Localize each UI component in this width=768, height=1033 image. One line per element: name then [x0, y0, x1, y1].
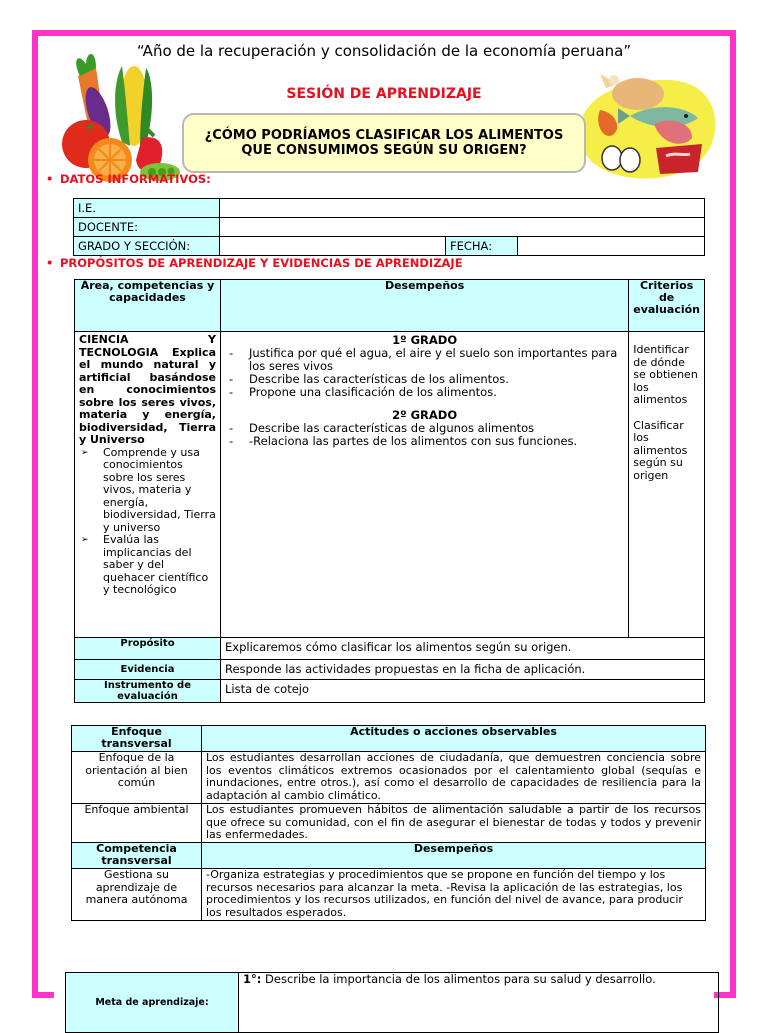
area-cell	[75, 332, 221, 638]
evidencia-value: Responde las actividades propuestas en la ficha de aplicación.	[221, 660, 705, 680]
enfoque-text: Los estudiantes promueven hábitos de alimentación saludable a partir de los recursos que ofrece su comunidad, con el fin de asegurar el bienestar de todas y todos y prevenir las enfermedades.	[202, 804, 706, 843]
grade-2-list	[225, 422, 624, 448]
lesson-question-box	[182, 113, 586, 173]
col-desempenos-header: Desempeños	[221, 280, 629, 332]
desempeno-item: - Describe las características de algunos alimentos	[225, 422, 624, 435]
vegetables-fruits-clipart-icon	[56, 46, 182, 186]
col-competencia-header: Competencia transversal	[72, 843, 202, 869]
section-title: PROPÓSITOS DE APRENDIZAJE Y EVIDENCIAS DE APRENDIZAJE	[60, 256, 463, 270]
area-heading: CIENCIA Y TECNOLOGIA Explica el mundo natural y artificial basándose en conocimientos sobre los seres vivos, materia y energía, biodiversidad, Tierra y Universo	[79, 333, 216, 446]
page-frame-left	[32, 30, 38, 998]
year-title: “Año de la recuperación y consolidación de la economía peruana”	[136, 42, 632, 60]
proposito-value: Explicaremos cómo clasificar los alimentos según su origen.	[221, 638, 705, 660]
section-bullet: •	[46, 256, 54, 270]
grade-1-title: 1º GRADO	[392, 333, 458, 347]
approaches-table	[71, 725, 706, 921]
fecha-label: FECHA:	[446, 237, 518, 256]
proposito-label: Propósito	[75, 638, 221, 660]
desempenos-cell	[221, 332, 629, 638]
section-bullet: •	[46, 172, 54, 186]
section-propositos	[46, 256, 463, 270]
criterios-cell	[629, 332, 705, 638]
instrumento-label: Instrumento de evaluación	[75, 680, 221, 703]
enfoque-name: Enfoque ambiental	[72, 804, 202, 843]
meat-fish-eggs-clipart-icon	[574, 66, 724, 184]
grado-label: GRADO Y SECCIÓN:	[74, 237, 220, 256]
fecha-value	[518, 237, 705, 256]
enfoque-name: Enfoque de la orientación al bien común	[72, 752, 202, 804]
meta-label: Meta de aprendizaje:	[66, 973, 239, 1033]
criterion-item: Identificar de dónde se obtienen los alimentos	[633, 343, 698, 406]
docente-label: DOCENTE:	[74, 218, 220, 237]
col-comp-desempenos-header: Desempeños	[202, 843, 706, 869]
page-frame-top	[32, 30, 736, 36]
info-table	[73, 198, 705, 256]
col-enfoque-header: Enfoque transversal	[72, 726, 202, 752]
criterion-item: Clasificar los alimentos según su origen	[633, 418, 688, 482]
grado-value	[220, 237, 446, 256]
desempeno-item: - Justifica por qué el agua, el aire y el suelo son importantes para los seres vivos	[225, 347, 624, 373]
competencia-name: Gestiona su aprendizaje de manera autónoma	[72, 869, 202, 921]
ie-label: I.E.	[74, 199, 220, 218]
grade-1-list	[225, 347, 624, 399]
col-actitudes-header: Actitudes o acciones observables	[202, 726, 706, 752]
col-area-header: Área, competencias y capacidades	[75, 280, 221, 332]
col-criterios-header: Criterios de evaluación	[629, 280, 705, 332]
lesson-question: ¿CÓMO PODRÍAMOS CLASIFICAR LOS ALIMENTOS QUE CONSUMIMOS SEGÚN SU ORIGEN?	[204, 128, 564, 158]
meta-grade-prefix: 1°:	[243, 972, 262, 986]
section-datos-informativos	[46, 172, 211, 186]
competencia-desempenos: -Organiza estrategias y procedimientos que se propone en función del tiempo y los recursos necesarios para alcanzar la meta. -Revisa la aplicación de las estrategias, los procedimientos y los recursos utilizados, en función del nivel de avance, para producir los resultados esperados.	[202, 869, 706, 921]
evidencia-label: Evidencia	[75, 660, 221, 680]
instrumento-value: Lista de cotejo	[221, 680, 705, 703]
capacity-item: ➢ Evalúa las implicancias del saber y del quehacer científico y tecnológico	[79, 534, 216, 597]
enfoque-text: Los estudiantes desarrollan acciones de ciudadanía, que demuestren conciencia sobre los eventos climáticos extremos ocasionados por el calentamiento global (sequías e inundaciones, entre otros.), así como el desarrollo de capacidades de resiliencia para la adaptación al cambio climático.	[202, 752, 706, 804]
capacity-item: ➢ Comprende y usa conocimientos sobre los seres vivos, materia y energía, biodiversidad, Tierra y universo	[79, 447, 216, 535]
desempeno-item: - Propone una clasificación de los alimentos.	[225, 386, 624, 399]
ie-value	[220, 199, 705, 218]
purposes-table	[74, 279, 705, 703]
section-title: DATOS INFORMATIVOS:	[60, 172, 211, 186]
page-frame-bottom-left	[32, 992, 54, 998]
page-frame-right	[730, 30, 736, 998]
docente-value	[220, 218, 705, 237]
desempeno-item: - -Relaciona las partes de los alimentos con sus funciones.	[225, 435, 624, 448]
desempeno-item: - Describe las características de los alimentos.	[225, 373, 624, 386]
session-title: SESIÓN DE APRENDIZAJE	[286, 86, 482, 102]
meta-text: Describe la importancia de los alimentos para su salud y desarrollo.	[265, 972, 656, 986]
grade-2-title: 2º GRADO	[392, 408, 458, 422]
capacities-list	[79, 447, 216, 597]
